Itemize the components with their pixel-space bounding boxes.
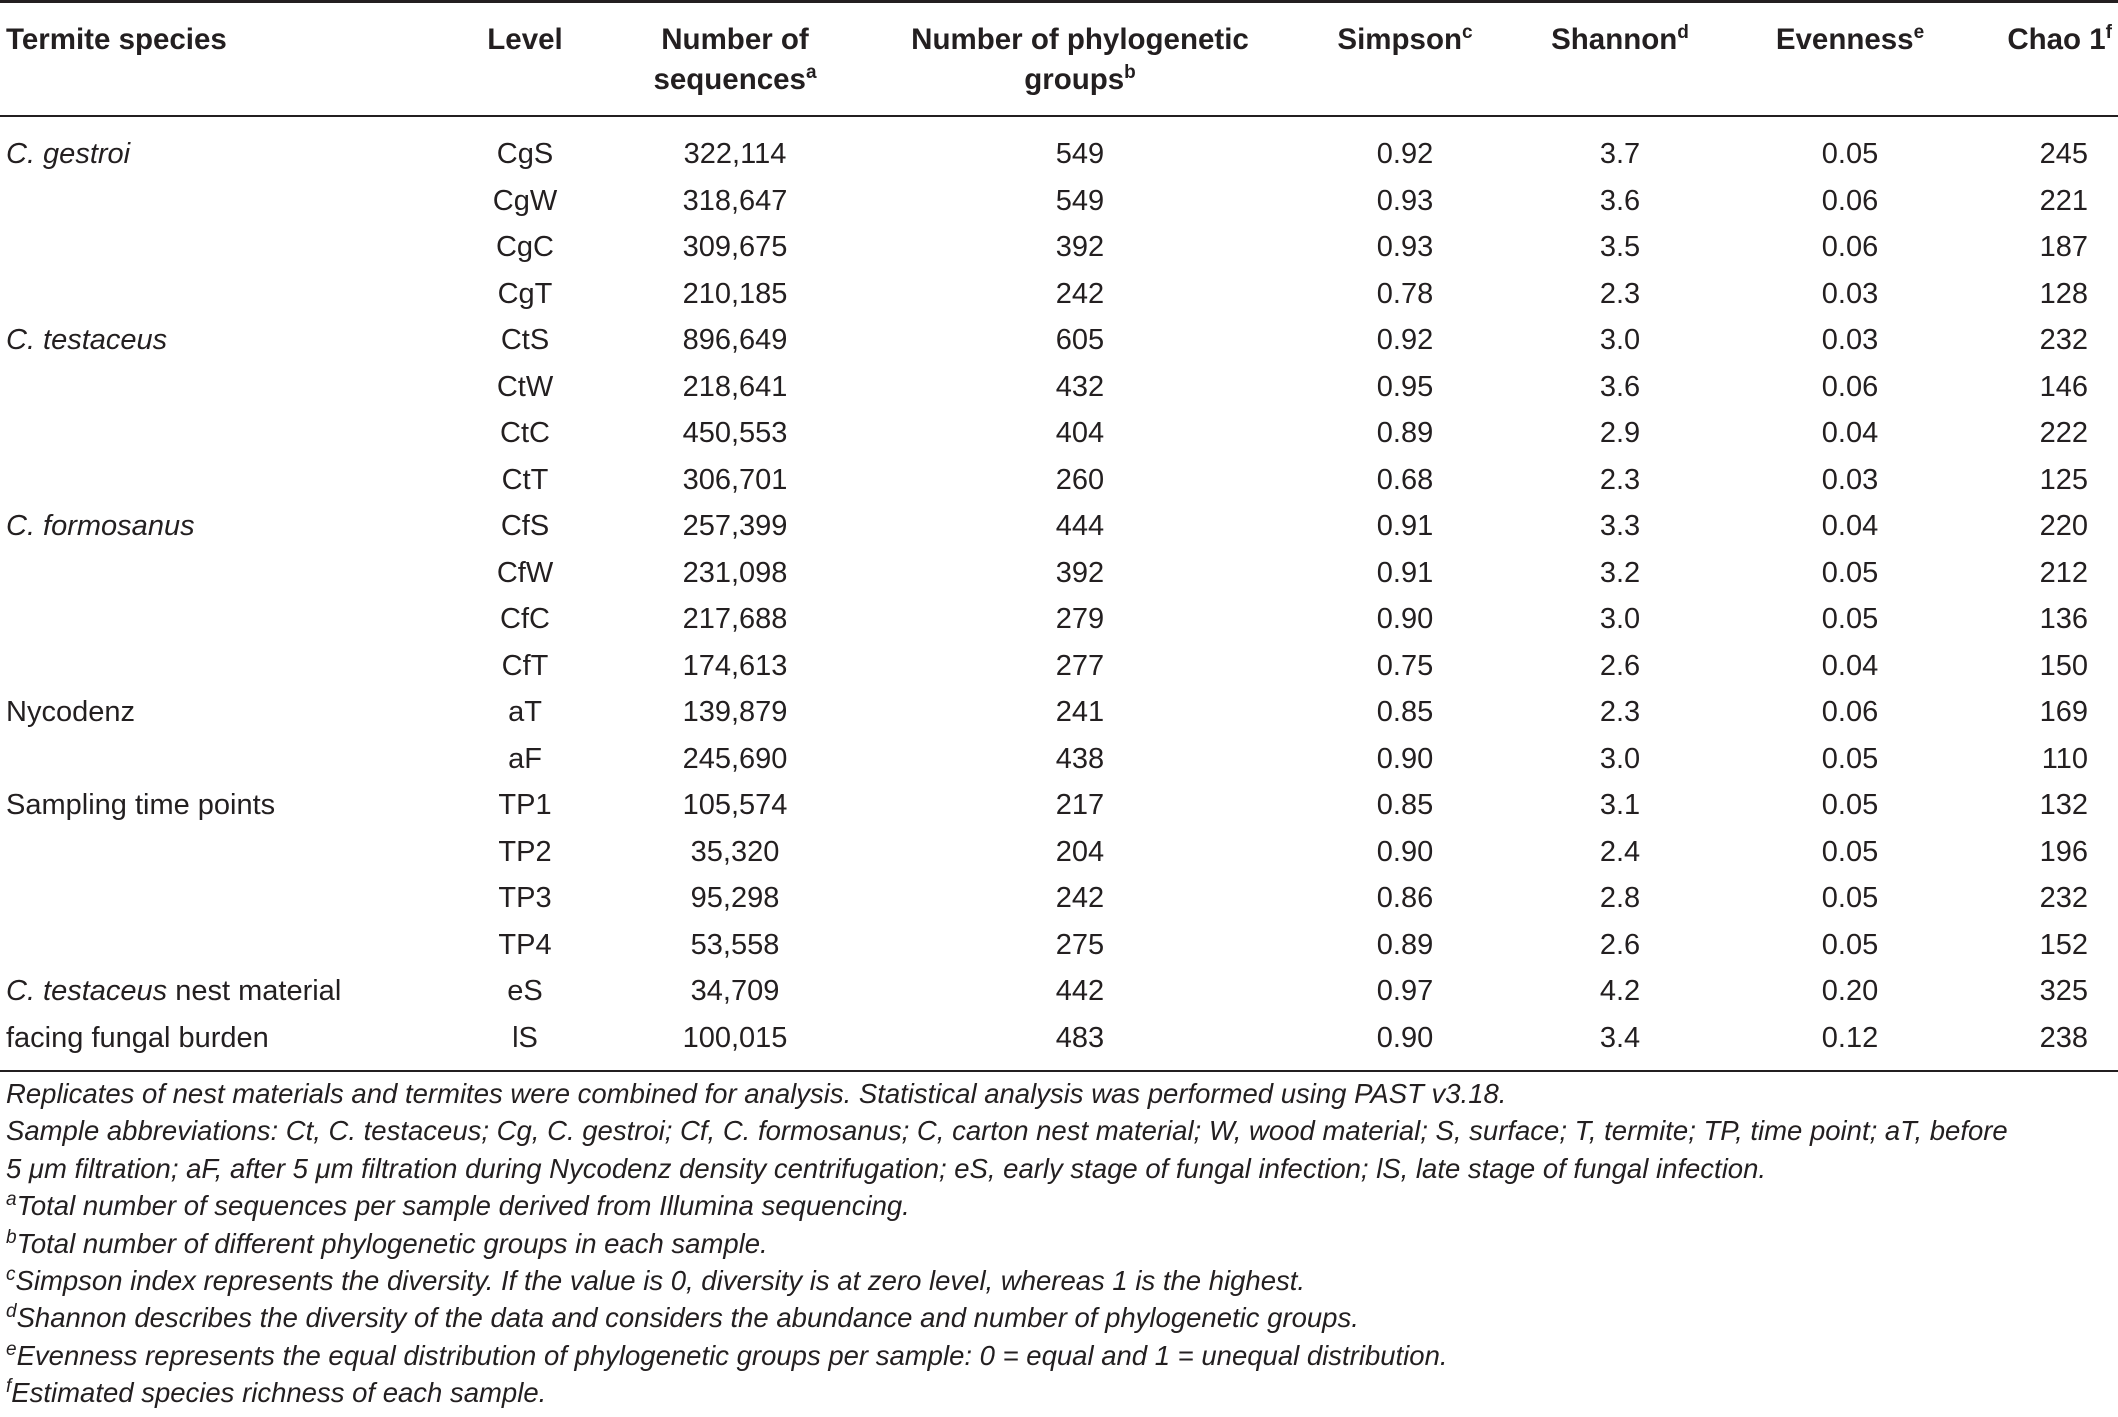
cell-chao: 150 <box>2039 649 2088 682</box>
table-row <box>0 503 2118 550</box>
header-shannon-label: Shannon <box>1551 23 1678 56</box>
header-termite-species <box>6 20 406 60</box>
header-shannon <box>1520 20 1720 60</box>
cell-chao: 169 <box>2039 696 2088 728</box>
cell-groups: 432 <box>1055 370 1105 403</box>
cell-groups: 279 <box>1055 603 1105 635</box>
cell-termite-species <box>6 131 130 178</box>
cell-simpson: 0.90 <box>1376 1021 1434 1054</box>
cell-simpson: 0.93 <box>1376 231 1434 263</box>
cell-chao: 325 <box>2039 975 2088 1007</box>
footnote-b <box>6 1225 2110 1262</box>
table-row <box>0 689 2118 736</box>
cell-sequences: 309,675 <box>682 231 788 263</box>
species-name-italic: C. testaceus <box>6 975 168 1007</box>
cell-groups: 242 <box>1055 882 1105 914</box>
cell-chao: 232 <box>2039 324 2088 356</box>
cell-evenness: 0.12 <box>1821 1021 1879 1054</box>
cell-shannon: 2.4 <box>1599 835 1641 868</box>
cell-sequences: 217,688 <box>682 603 788 635</box>
cell-sequences: 53,558 <box>690 928 780 961</box>
footnote-d-text: Shannon describes the diversity of the data and considers the abundance and number of phylogenetic groups. <box>16 1302 1359 1334</box>
cell-simpson: 0.85 <box>1376 696 1434 728</box>
cell-sequences: 245,690 <box>682 742 788 775</box>
footnote-abbreviations-line2: 5 μm filtration; aF, after 5 μm filtration during Nycodenz density centrifugation; eS, early stage of fungal infection; lS, late stage of fungal infection. <box>6 1152 1767 1184</box>
cell-level: CtT <box>501 463 549 496</box>
header-evenness <box>1730 20 1970 60</box>
cell-level: eS <box>507 975 543 1007</box>
cell-termite-species <box>6 689 135 736</box>
cell-evenness: 0.05 <box>1821 742 1879 775</box>
header-chao-label: Chao 1 <box>2007 23 2106 56</box>
cell-chao: 196 <box>2039 835 2088 868</box>
cell-groups: 241 <box>1055 696 1105 728</box>
cell-evenness: 0.03 <box>1821 277 1879 310</box>
cell-chao: 136 <box>2039 603 2088 635</box>
header-level-label: Level <box>487 23 563 56</box>
cell-shannon: 2.9 <box>1599 417 1641 449</box>
cell-chao: 222 <box>2039 417 2088 449</box>
footnote-b-mark: b <box>6 1226 17 1248</box>
table-row <box>0 364 2118 411</box>
cell-evenness: 0.03 <box>1821 324 1879 356</box>
cell-sequences: 218,641 <box>682 370 788 403</box>
table-row <box>0 782 2118 829</box>
table-row <box>0 550 2118 597</box>
table-row <box>0 829 2118 876</box>
table-row <box>0 1015 2118 1062</box>
header-species-label: Termite species <box>6 23 227 56</box>
cell-level: aF <box>508 742 542 775</box>
header-simpson-label: Simpson <box>1337 23 1462 56</box>
cell-groups: 392 <box>1055 231 1105 263</box>
cell-shannon: 3.2 <box>1599 556 1641 589</box>
species-text: Sampling time points <box>6 789 276 821</box>
cell-sequences: 174,613 <box>682 649 788 682</box>
cell-evenness: 0.05 <box>1821 603 1879 635</box>
cell-simpson: 0.93 <box>1376 184 1434 217</box>
cell-chao: 152 <box>2039 928 2088 961</box>
cell-termite-species <box>6 317 167 364</box>
cell-shannon: 3.5 <box>1599 231 1641 263</box>
cell-groups: 404 <box>1055 417 1105 449</box>
species-name-italic: C. formosanus <box>6 510 195 542</box>
cell-groups: 392 <box>1055 556 1105 589</box>
footnote-a-mark: a <box>6 1189 17 1211</box>
species-text: nest material <box>167 975 342 1007</box>
footnote-replicates: Replicates of nest materials and termites were combined for analysis. Statistical analysis was performed using PAST v3.18. <box>6 1078 1507 1109</box>
cell-simpson: 0.95 <box>1376 370 1434 403</box>
cell-groups: 483 <box>1055 1021 1105 1054</box>
header-number-of-phylogenetic-groups <box>880 20 1280 100</box>
cell-shannon: 2.8 <box>1599 882 1641 914</box>
cell-sequences: 322,114 <box>683 138 787 170</box>
table-row <box>0 736 2118 783</box>
cell-evenness: 0.20 <box>1821 975 1879 1007</box>
footnote-mark-c: c <box>1462 22 1473 44</box>
table-row <box>0 968 2118 1015</box>
cell-sequences: 95,298 <box>690 882 780 914</box>
cell-evenness: 0.05 <box>1821 138 1879 170</box>
footnote-c-mark: c <box>6 1263 16 1285</box>
cell-level: CfC <box>500 603 550 635</box>
header-sequences-line2: sequences <box>653 63 806 96</box>
cell-simpson: 0.92 <box>1376 138 1434 170</box>
cell-groups: 442 <box>1055 975 1105 1007</box>
footnote-e-mark: e <box>6 1338 17 1360</box>
cell-simpson: 0.90 <box>1376 742 1434 775</box>
cell-shannon: 2.6 <box>1599 928 1641 961</box>
cell-termite-species <box>6 1015 269 1062</box>
cell-simpson: 0.78 <box>1376 277 1434 310</box>
footnote-b-text: Total number of different phylogenetic groups in each sample. <box>16 1227 768 1259</box>
cell-level: CgS <box>496 138 554 170</box>
header-rule <box>0 115 2118 117</box>
header-evenness-label: Evenness <box>1775 23 1914 56</box>
cell-shannon: 3.3 <box>1599 510 1641 542</box>
cell-shannon: 3.4 <box>1599 1021 1641 1054</box>
cell-termite-species <box>6 782 275 829</box>
cell-level: CgT <box>497 277 553 310</box>
table-footnotes <box>6 1075 2110 1412</box>
footnote-e-text: Evenness represents the equal distribution of phylogenetic groups per sample: 0 = equal and 1 = unequal distribution. <box>16 1339 1448 1371</box>
cell-evenness: 0.05 <box>1821 882 1879 914</box>
header-groups-line1: Number of phylogenetic <box>911 23 1249 56</box>
cell-sequences: 34,709 <box>690 975 780 1007</box>
cell-level: TP4 <box>498 928 552 961</box>
table-row <box>0 643 2118 690</box>
cell-shannon: 3.0 <box>1599 742 1641 775</box>
footnote-mark-a: a <box>805 62 817 84</box>
cell-simpson: 0.90 <box>1376 835 1434 868</box>
cell-evenness: 0.06 <box>1821 370 1879 403</box>
table-body <box>0 131 2118 1061</box>
table-row <box>0 178 2118 225</box>
cell-groups: 260 <box>1055 463 1105 496</box>
cell-chao: 238 <box>2039 1021 2088 1054</box>
cell-groups: 242 <box>1055 277 1105 310</box>
cell-chao: 212 <box>2039 556 2088 589</box>
cell-groups: 204 <box>1055 835 1105 868</box>
cell-level: CtS <box>500 324 550 356</box>
cell-groups: 217 <box>1055 789 1105 821</box>
cell-sequences: 100,015 <box>682 1021 788 1054</box>
table-bottom-rule <box>0 1070 2118 1072</box>
cell-shannon: 4.2 <box>1599 975 1641 1007</box>
cell-chao: 187 <box>2039 231 2088 263</box>
cell-evenness: 0.06 <box>1821 696 1879 728</box>
cell-level: CgW <box>492 184 558 217</box>
cell-simpson: 0.85 <box>1376 789 1434 821</box>
cell-chao: 128 <box>2039 277 2088 310</box>
cell-groups: 275 <box>1055 928 1105 961</box>
cell-evenness: 0.04 <box>1821 417 1879 449</box>
cell-evenness: 0.04 <box>1821 510 1879 542</box>
species-name-italic: C. gestroi <box>6 138 131 170</box>
cell-groups: 277 <box>1055 649 1105 682</box>
cell-simpson: 0.68 <box>1376 463 1434 496</box>
footnote-d-mark: d <box>6 1301 17 1323</box>
cell-sequences: 257,399 <box>682 510 788 542</box>
footnote-mark-f: f <box>2105 22 2112 44</box>
table-row <box>0 596 2118 643</box>
cell-chao: 220 <box>2039 510 2088 542</box>
cell-shannon: 3.0 <box>1599 324 1641 356</box>
cell-chao: 132 <box>2039 789 2088 821</box>
footnote-a <box>6 1187 2110 1224</box>
cell-simpson: 0.90 <box>1376 603 1434 635</box>
footnote-f <box>6 1374 2110 1411</box>
cell-groups: 549 <box>1055 184 1105 217</box>
header-chao1 <box>1970 20 2118 60</box>
header-groups-line2: groups <box>1024 63 1125 96</box>
cell-groups: 605 <box>1055 324 1105 356</box>
table-row <box>0 457 2118 504</box>
header-number-of-sequences <box>620 20 850 100</box>
cell-evenness: 0.06 <box>1821 184 1879 217</box>
cell-chao: 125 <box>2039 463 2088 496</box>
cell-chao: 245 <box>2039 138 2088 170</box>
cell-evenness: 0.03 <box>1821 463 1879 496</box>
cell-simpson: 0.91 <box>1376 510 1434 542</box>
table-row <box>0 875 2118 922</box>
footnote-e <box>6 1337 2110 1374</box>
species-name-italic: C. testaceus <box>6 324 168 356</box>
table-row <box>0 131 2118 178</box>
cell-level: CfT <box>501 649 549 682</box>
cell-shannon: 3.6 <box>1599 184 1641 217</box>
cell-level: CfW <box>496 556 554 589</box>
cell-evenness: 0.05 <box>1821 928 1879 961</box>
table-row <box>0 224 2118 271</box>
cell-level: lS <box>512 1021 538 1054</box>
cell-groups: 438 <box>1055 742 1105 775</box>
species-text: Nycodenz <box>6 696 135 728</box>
cell-shannon: 3.6 <box>1599 370 1641 403</box>
cell-sequences: 318,647 <box>682 184 788 217</box>
cell-level: TP2 <box>498 835 552 868</box>
cell-shannon: 2.3 <box>1599 696 1641 728</box>
cell-shannon: 3.1 <box>1599 789 1641 821</box>
cell-shannon: 2.6 <box>1599 649 1641 682</box>
footnote-d <box>6 1299 2110 1336</box>
cell-level: CtC <box>500 417 550 449</box>
cell-groups: 549 <box>1055 138 1105 170</box>
table-row <box>0 317 2118 364</box>
footnote-mark-e: e <box>1913 22 1925 44</box>
footnote-abbreviations-line1: Sample abbreviations: Ct, C. testaceus; Cg, C. gestroi; Cf, C. formosanus; C, carton nest material; W, wood material; S, surface; T, termite; TP, time point; aT, before <box>6 1115 2008 1147</box>
cell-simpson: 0.86 <box>1376 882 1434 914</box>
cell-level: CtW <box>496 370 554 403</box>
cell-sequences: 450,553 <box>682 417 788 449</box>
footnote-f-text: Estimated species richness of each sample. <box>11 1377 547 1409</box>
cell-sequences: 139,879 <box>682 696 788 728</box>
cell-simpson: 0.89 <box>1376 928 1434 961</box>
cell-termite-species <box>6 968 341 1015</box>
cell-simpson: 0.92 <box>1376 324 1434 356</box>
cell-shannon: 2.3 <box>1599 277 1641 310</box>
cell-chao: 232 <box>2039 882 2088 914</box>
footnote-a-text: Total number of sequences per sample derived from Illumina sequencing. <box>16 1190 910 1222</box>
cell-level: aT <box>508 696 542 728</box>
cell-level: CgC <box>495 231 554 263</box>
cell-sequences: 35,320 <box>690 835 780 868</box>
cell-shannon: 3.0 <box>1599 603 1641 635</box>
cell-simpson: 0.91 <box>1376 556 1434 589</box>
footnote-mark-b: b <box>1124 62 1136 84</box>
cell-sequences: 306,701 <box>682 463 788 496</box>
footnote-c <box>6 1262 2110 1299</box>
cell-evenness: 0.05 <box>1821 789 1879 821</box>
footnote-mark-d: d <box>1677 22 1689 44</box>
cell-level: CfS <box>500 510 550 542</box>
cell-evenness: 0.04 <box>1821 649 1879 682</box>
footnote-c-text: Simpson index represents the diversity. If the value is 0, diversity is at zero level, whereas 1 is the highest. <box>15 1265 1306 1297</box>
header-level <box>450 20 600 60</box>
footnote-f-mark: f <box>6 1376 12 1398</box>
cell-simpson: 0.75 <box>1376 649 1434 682</box>
cell-evenness: 0.05 <box>1821 835 1879 868</box>
cell-sequences: 231,098 <box>682 556 788 589</box>
cell-level: TP1 <box>498 789 552 821</box>
header-simpson <box>1300 20 1510 60</box>
table-row <box>0 271 2118 318</box>
cell-sequences: 210,185 <box>682 277 788 310</box>
cell-chao: 221 <box>2039 184 2088 217</box>
cell-simpson: 0.89 <box>1376 417 1434 449</box>
table-row <box>0 922 2118 969</box>
cell-simpson: 0.97 <box>1376 975 1434 1007</box>
cell-sequences: 105,574 <box>682 789 788 821</box>
cell-level: TP3 <box>498 882 552 914</box>
cell-chao: 146 <box>2039 370 2088 403</box>
cell-evenness: 0.06 <box>1821 231 1879 263</box>
cell-evenness: 0.05 <box>1821 556 1879 589</box>
cell-groups: 444 <box>1055 510 1105 542</box>
cell-sequences: 896,649 <box>682 324 788 356</box>
cell-shannon: 2.3 <box>1599 463 1641 496</box>
cell-termite-species <box>6 503 195 550</box>
header-sequences-line1: Number of <box>661 23 809 56</box>
cell-chao: 110 <box>2041 742 2088 775</box>
table-row <box>0 410 2118 457</box>
cell-shannon: 3.7 <box>1599 138 1641 170</box>
species-text: facing fungal burden <box>6 1021 269 1054</box>
table-top-rule <box>0 0 2118 3</box>
